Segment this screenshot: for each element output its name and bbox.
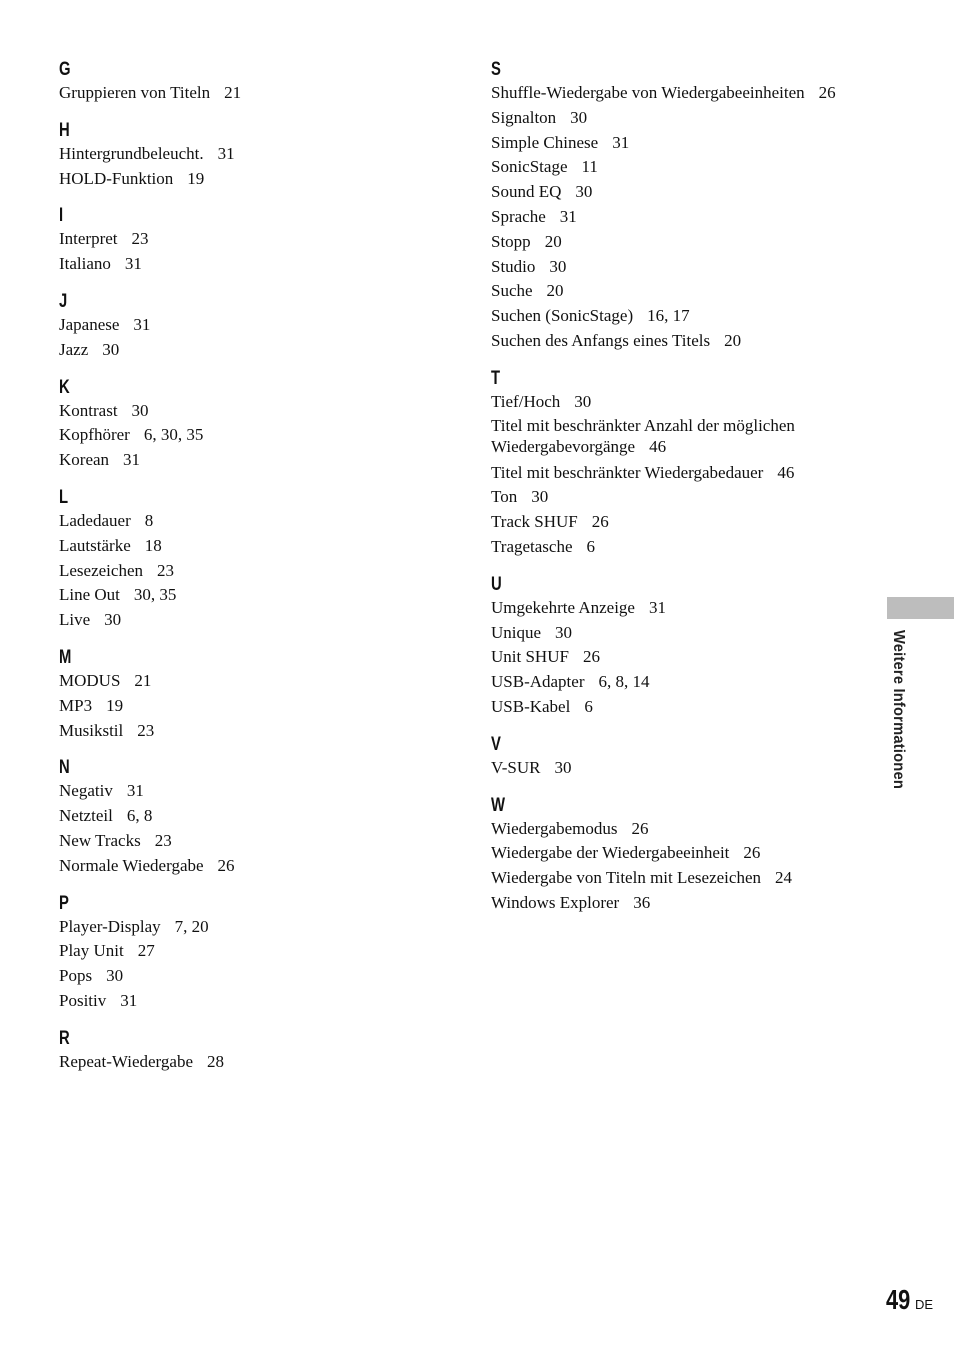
index-pages: 30: [531, 487, 549, 507]
index-term: Italiano: [59, 254, 111, 274]
index-pages: 6, 8, 14: [598, 672, 650, 692]
index-term: Tief/Hoch: [491, 391, 561, 411]
index-pages: 26: [591, 512, 609, 532]
index-pages: 19: [106, 695, 124, 715]
section-letter: V: [491, 733, 501, 755]
index-entry: [59, 939, 449, 964]
index-term: Tragetasche: [491, 536, 573, 556]
index-pages: 31: [133, 314, 151, 334]
index-pages: 28: [206, 1051, 224, 1071]
index-term: Jazz: [59, 339, 89, 359]
index-entry: [491, 180, 881, 205]
index-entry: [491, 279, 881, 304]
index-pages: 6, 8: [126, 806, 153, 826]
section-letter: K: [59, 376, 70, 398]
index-section-u: [491, 573, 881, 720]
index-pages: 26: [631, 818, 649, 838]
index-entry: [59, 719, 449, 744]
index-pages: 11: [581, 157, 598, 177]
index-term: Play Unit: [59, 941, 124, 961]
index-entry: [491, 304, 881, 329]
page-number-value: 49: [886, 1284, 911, 1315]
index-pages: 23: [137, 720, 155, 740]
index-pages: 26: [582, 647, 600, 667]
index-term: Wiedergabe der Wiedergabeeinheit: [491, 843, 730, 863]
index-term: Titel mit beschränkter Anzahl der möglichen Wiedergabevorgänge: [491, 415, 795, 456]
index-term: Umgekehrte Anzeige: [491, 597, 635, 617]
index-entry: [491, 670, 881, 695]
index-entry: [59, 854, 449, 879]
index-pages: 6: [584, 696, 593, 716]
index-pages: 7, 20: [174, 916, 209, 936]
index-column-left: [59, 58, 449, 1088]
index-pages: 19: [187, 168, 205, 188]
index-pages: 8: [144, 510, 154, 530]
section-letter: N: [59, 757, 70, 779]
index-pages: 30: [104, 610, 122, 630]
index-pages: 36: [633, 892, 651, 912]
index-term: Suchen des Anfangs eines Titels: [491, 330, 711, 350]
index-term: Lesezeichen: [59, 560, 143, 580]
index-term: Lautstärke: [59, 535, 131, 555]
index-entry: [491, 230, 881, 255]
index-entry: [491, 155, 881, 180]
index-entry: [491, 255, 881, 280]
index-pages: 31: [124, 254, 142, 274]
index-pages: 30: [575, 182, 593, 202]
index-pages: 30: [106, 966, 124, 986]
index-pages: 30: [102, 339, 120, 359]
index-term: Negativ: [59, 781, 113, 801]
index-section-k: [59, 376, 449, 473]
index-entry: [59, 583, 449, 608]
page-number: [886, 1284, 934, 1316]
index-entry: [59, 964, 449, 989]
index-entry: [491, 695, 881, 720]
index-term: Netzteil: [59, 806, 113, 826]
index-term: Ton: [491, 487, 518, 507]
index-entry: [491, 596, 881, 621]
index-entry: [59, 915, 449, 940]
index-entry: [491, 485, 881, 510]
index-term: Sprache: [491, 206, 546, 226]
index-entry: [491, 461, 881, 486]
index-section-s: [491, 58, 881, 354]
index-term: Unique: [491, 622, 542, 642]
index-term: Kontrast: [59, 400, 118, 420]
index-term: Pops: [59, 966, 93, 986]
index-pages: 21: [224, 83, 242, 102]
index-pages: 30: [555, 622, 573, 642]
index-term: Live: [59, 610, 91, 630]
index-entry: [59, 669, 449, 694]
index-term: USB-Kabel: [491, 696, 571, 716]
index-pages: 23: [154, 830, 172, 850]
index-entry: [491, 106, 881, 131]
index-term: SonicStage: [491, 157, 568, 177]
index-term: Titel mit beschränkter Wiedergabedauer: [491, 462, 764, 482]
index-term: Wiedergabemodus: [491, 818, 618, 838]
index-term: HOLD-Funktion: [59, 168, 174, 188]
index-entry: [59, 1050, 449, 1075]
index-pages: 30, 35: [133, 585, 177, 605]
page-language-code: DE: [915, 1297, 934, 1312]
index-pages: 6: [586, 536, 596, 556]
index-entry: [59, 694, 449, 719]
index-pages: 20: [724, 330, 742, 350]
index-pages: 30: [574, 391, 592, 411]
index-term: USB-Adapter: [491, 672, 585, 692]
index-entry: [59, 559, 449, 584]
index-entry: [491, 866, 881, 891]
index-term: Studio: [491, 256, 536, 276]
index-pages: 26: [217, 855, 235, 875]
section-letter: R: [59, 1027, 70, 1049]
index-entry: [59, 534, 449, 559]
index-entry: [59, 989, 449, 1014]
index-entry: [491, 645, 881, 670]
index-term: Stopp: [491, 231, 531, 251]
index-term: MP3: [59, 695, 93, 715]
index-entry: [491, 756, 881, 781]
index-pages: 26: [743, 843, 761, 863]
index-term: Repeat-Wiedergabe: [59, 1051, 193, 1071]
index-term: New Tracks: [59, 830, 141, 850]
index-entry: [59, 399, 449, 424]
index-term: Shuffle-Wiedergabe von Wiedergabeeinheiten: [491, 83, 805, 102]
index-section-l: [59, 486, 449, 633]
index-pages: 23: [131, 229, 149, 249]
index-pages: 18: [144, 535, 162, 555]
index-pages: 46: [777, 462, 795, 482]
index-pages: 16, 17: [647, 306, 690, 326]
index-pages: 20: [546, 281, 564, 301]
index-section-g: [59, 58, 449, 106]
index-term: Gruppieren von Titeln: [59, 83, 211, 102]
index-term: Musikstil: [59, 720, 124, 740]
index-entry: [59, 313, 449, 338]
index-term: Positiv: [59, 990, 107, 1010]
index-section-n: [59, 756, 449, 878]
index-pages: 26: [818, 83, 836, 102]
index-pages: 30: [554, 757, 572, 777]
index-entry: [491, 891, 881, 916]
index-pages: 21: [134, 670, 152, 690]
index-entry: [59, 829, 449, 854]
index-entry: [491, 535, 881, 560]
index-term: Ladedauer: [59, 510, 131, 530]
index-entry: [59, 448, 449, 473]
index-term: Normale Wiedergabe: [59, 855, 204, 875]
index-term: Interpret: [59, 229, 118, 249]
index-entry: [59, 509, 449, 534]
index-pages: 20: [544, 231, 562, 251]
index-entry: [59, 608, 449, 633]
index-pages: 31: [559, 206, 577, 226]
index-pages: 31: [217, 143, 235, 163]
index-term: Wiedergabe von Titeln mit Lesezeichen: [491, 868, 761, 888]
section-letter: L: [59, 486, 69, 508]
index-term: Sound EQ: [491, 182, 562, 202]
index-pages: 31: [126, 781, 144, 801]
index-entry: [59, 142, 449, 167]
index-term: Track SHUF: [491, 512, 578, 532]
index-entry: [491, 329, 881, 354]
section-letter: H: [59, 119, 70, 141]
index-entry: [59, 81, 449, 106]
index-entry: [491, 510, 881, 535]
index-term: Signalton: [491, 107, 557, 127]
index-entry: [491, 205, 881, 230]
index-term: Hintergrundbeleucht.: [59, 143, 204, 163]
index-entry: [491, 415, 881, 457]
section-letter: S: [491, 59, 501, 80]
index-term: Simple Chinese: [491, 132, 599, 152]
index-entry: [491, 817, 881, 842]
section-letter: M: [59, 646, 72, 668]
index-entry: [59, 338, 449, 363]
side-tab-marker: [887, 597, 954, 619]
index-entry: [59, 252, 449, 277]
index-pages: 31: [123, 450, 141, 470]
section-letter: W: [491, 794, 505, 816]
index-section-j: [59, 290, 449, 363]
index-section-m: [59, 646, 449, 743]
side-tab-label: Weitere Informationen: [890, 630, 907, 790]
index-term: V-SUR: [491, 757, 541, 777]
index-section-p: [59, 892, 449, 1014]
index-pages: 31: [648, 597, 666, 617]
index-pages: 27: [137, 941, 155, 961]
section-letter: G: [59, 59, 71, 80]
index-term: Kopfhörer: [59, 425, 130, 445]
index-pages: 31: [120, 990, 138, 1010]
index-column-right: [491, 58, 881, 929]
index-section-i: [59, 204, 449, 277]
index-entry: [59, 167, 449, 192]
index-term: Line Out: [59, 585, 120, 605]
index-entry: [491, 81, 881, 106]
index-entry: [491, 621, 881, 646]
index-entry: [59, 804, 449, 829]
index-section-w: [491, 794, 881, 916]
index-entry: [59, 779, 449, 804]
index-section-t: [491, 367, 881, 560]
section-letter: T: [491, 367, 501, 389]
index-pages: 31: [612, 132, 630, 152]
index-pages: 30: [131, 400, 149, 420]
index-pages: 23: [157, 560, 174, 580]
index-section-v: [491, 733, 881, 781]
index-term: Suchen (SonicStage): [491, 306, 634, 326]
index-pages: 24: [774, 868, 792, 888]
index-term: Suche: [491, 281, 533, 301]
index-pages: 30: [549, 256, 567, 276]
section-letter: I: [59, 205, 64, 227]
index-entry: [491, 841, 881, 866]
section-letter: P: [59, 892, 69, 914]
index-pages: 46: [649, 436, 667, 456]
index-term: Korean: [59, 450, 110, 470]
index-term: MODUS: [59, 670, 121, 690]
index-entry: [59, 227, 449, 252]
index-section-h: [59, 119, 449, 192]
index-entry: [491, 131, 881, 156]
index-term: Player-Display: [59, 916, 161, 936]
index-pages: 6, 30, 35: [143, 425, 204, 445]
index-entry: [491, 390, 881, 415]
index-entry: [59, 423, 449, 448]
index-term: Unit SHUF: [491, 647, 569, 667]
index-term: Japanese: [59, 314, 120, 334]
index-pages: 30: [570, 107, 588, 127]
index-section-r: [59, 1027, 449, 1075]
index-term: Windows Explorer: [491, 892, 620, 912]
section-letter: J: [59, 290, 68, 312]
section-letter: U: [491, 573, 502, 595]
